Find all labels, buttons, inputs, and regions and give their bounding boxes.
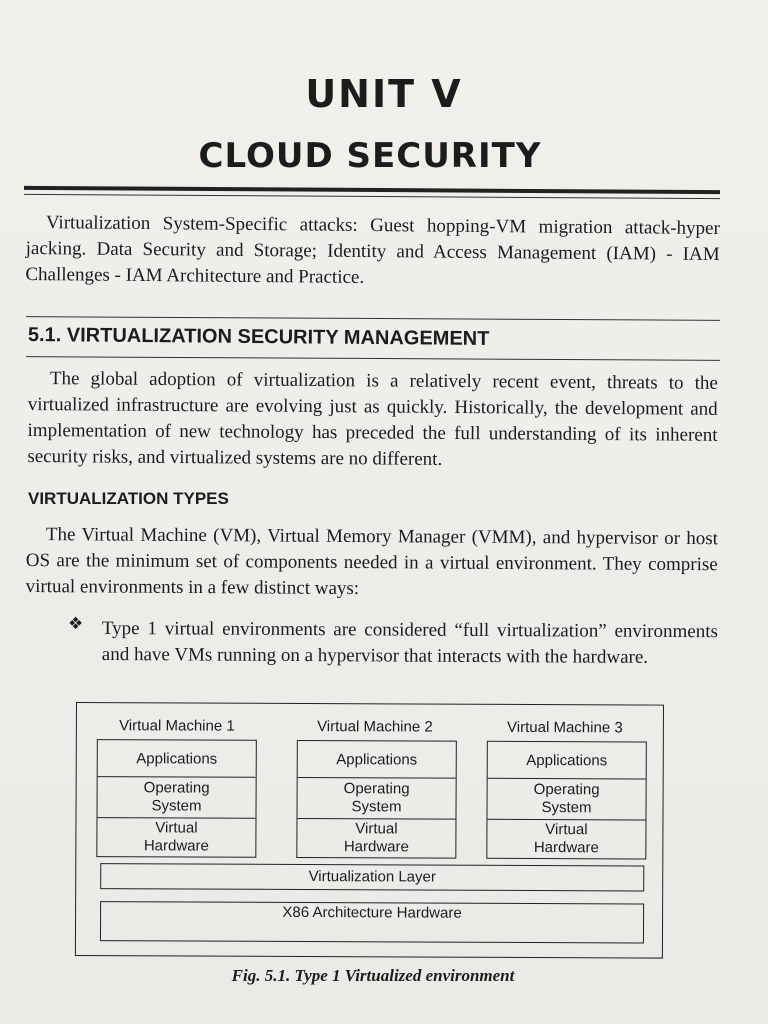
vm-label: Virtual Machine 1 [119, 717, 235, 735]
vm-label: Virtual Machine 3 [507, 718, 623, 737]
virtual-hardware-box: Virtual Hardware [143, 819, 209, 855]
figure-caption: Fig. 5.1. Type 1 Virtualized environment [231, 966, 515, 985]
title-rule-thin [24, 194, 720, 199]
chapter-title: CLOUD SECURITY [198, 136, 542, 176]
chapter-overview: Virtualization System-Specific attacks: Guest hopping-VM migration attack-hyper jacking. Data Security and Storage; Identity and Access Management (IAM) - IAM Challenges - IAM Architecture and Practice. [25, 212, 720, 288]
virtual-hardware-box: Virtual Hardware [343, 820, 409, 856]
vm-stack [486, 741, 647, 860]
operating-system-box: Operating System [487, 779, 645, 821]
title-rule-thick [24, 186, 720, 194]
section-rule-bottom [26, 356, 720, 361]
applications-box: Applications [488, 742, 646, 780]
vm-label: Virtual Machine 2 [317, 718, 433, 736]
bullet-item-type1: Type 1 virtual environments are considered “full virtualization” environments and have VMs running on a hypervisor that interacts with the hardware. [101, 618, 718, 668]
hardware-layer-box: X86 Architecture Hardware [100, 901, 644, 943]
section-paragraph: The global adoption of virtualization is a relatively recent event, threats to the virtualized infrastructure are evolving just as quickly. Historically, the development and implementation of new technology has preceded the full understanding of its inherent security risks, and virtualized systems are no different. [27, 368, 718, 470]
applications-box: Applications [298, 741, 456, 779]
type1-virtualization-diagram [75, 702, 664, 959]
section-heading: 5.1. VIRTUALIZATION SECURITY MANAGEMENT [27, 324, 490, 351]
virtualization-layer-box: Virtualization Layer [100, 863, 644, 891]
section-rule-top [26, 316, 720, 321]
operating-system-box: Operating System [297, 778, 455, 820]
operating-system-box: Operating System [97, 777, 255, 819]
vm-stack [296, 740, 457, 859]
diamond-bullet-icon: ❖ [68, 614, 84, 634]
vm-stack [96, 739, 257, 858]
unit-title: UNIT V [305, 72, 463, 116]
virtual-hardware-box: Virtual Hardware [533, 821, 599, 857]
subsection-heading: VIRTUALIZATION TYPES [28, 489, 229, 508]
applications-box: Applications [98, 740, 256, 778]
subsection-paragraph: The Virtual Machine (VM), Virtual Memory Manager (VMM), and hypervisor or host OS are the minimum set of components needed in a virtual environment. They comprise virtual environments in a few distinct ways: [25, 524, 718, 600]
